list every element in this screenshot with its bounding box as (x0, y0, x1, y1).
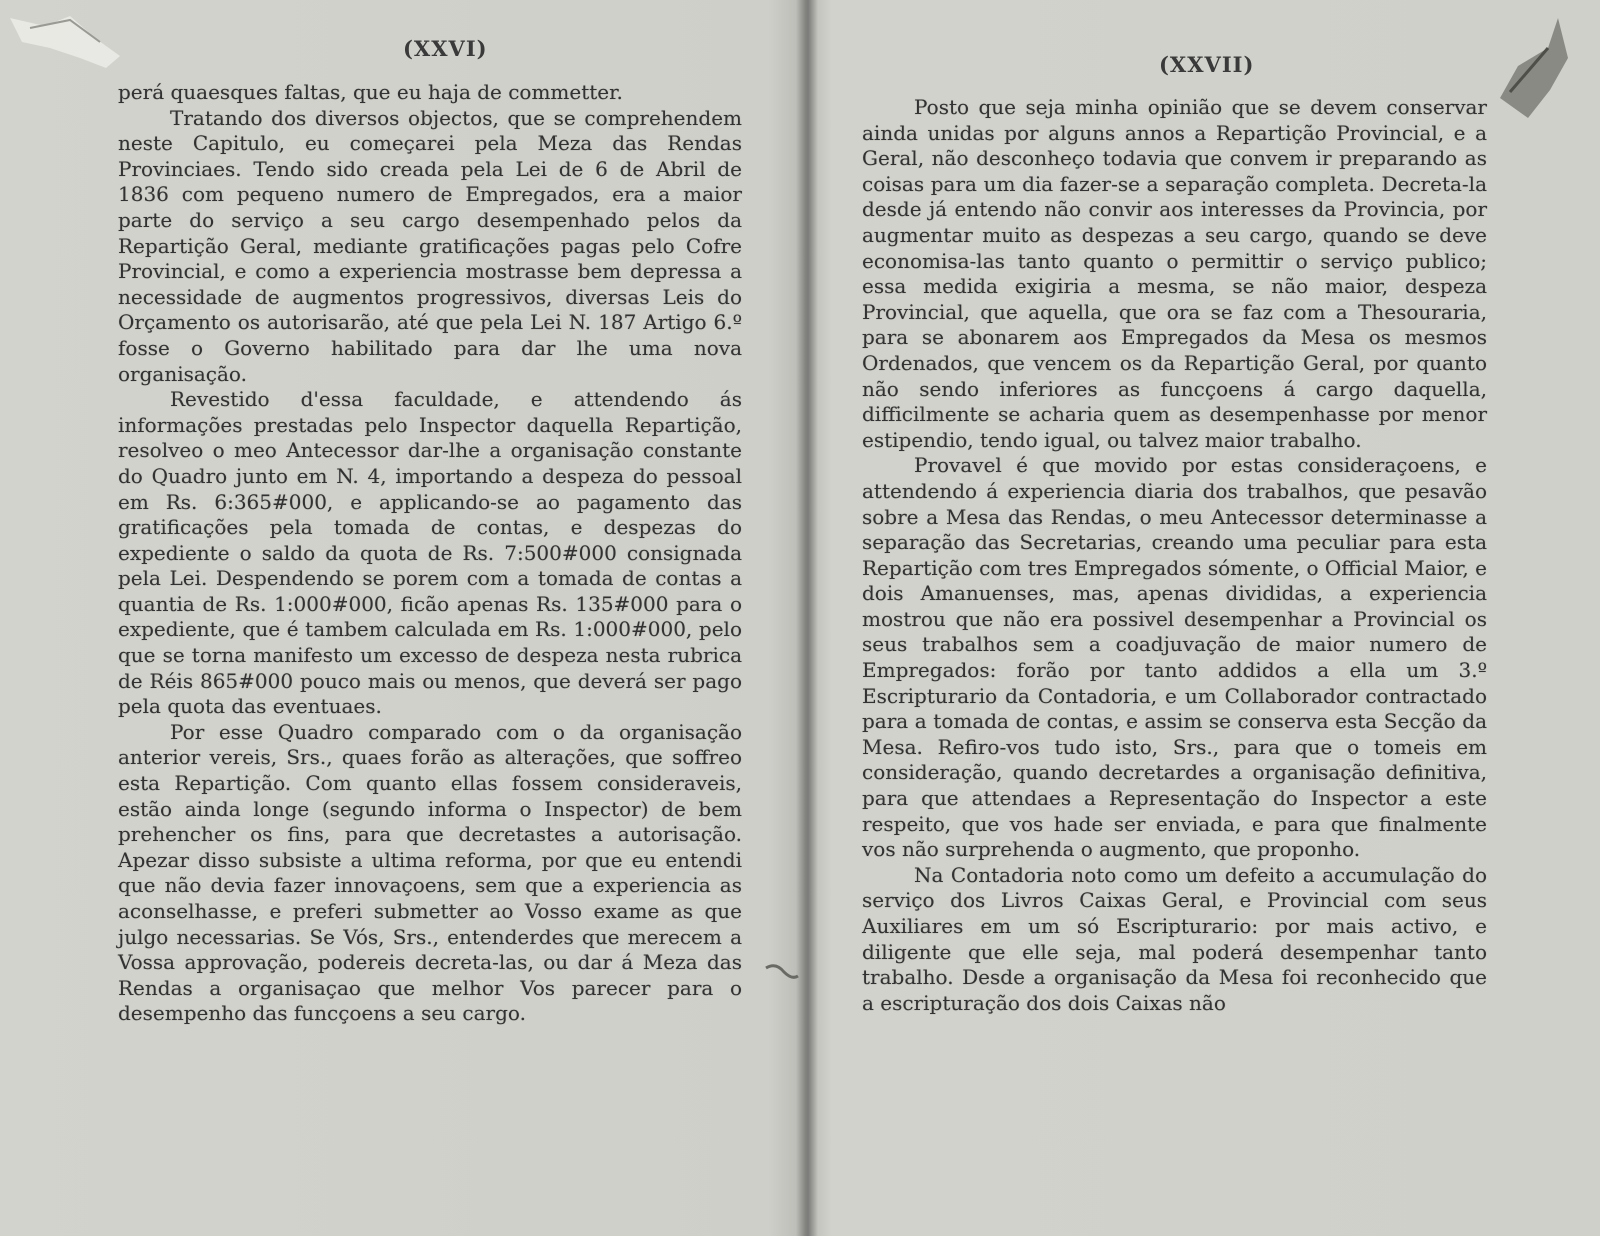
ink-blot (762, 958, 802, 988)
paragraph-right-2: Provavel é que movido por estas consideraçoens, e attendendo á experiencia diaria dos trabalhos, que pesavão sobre a Mesa das Rendas, o meu Antecessor determinasse a separação das Secretarias, creando uma peculiar para esta Repartição com tres Empregados sómente, o Official Maior, e dois Amanuenses, mas, apenas divididas, a experiencia mostrou que não era possivel desempenhar a Provincial os seus trabalhos sem a coadjuvação de maior numero de Empregados: forão por tanto addidos a ella um 3.º Escripturario da Contadoria, e um Collaborador contractado para a tomada de contas, e assim se conserva esta Secção da Mesa. Refiro-vos tudo isto, Srs., para que o tomeis em consideração, quando decretardes a organisação definitiva, para que attendaes a Representação do Inspector a este respeito, que vos hade ser enviada, e para que finalmente vos não surprehenda o augmento, que proponho. (862, 453, 1487, 862)
page-number-left: (XXVI) (403, 36, 488, 61)
paragraph-right-1: Posto que seja minha opinião que se devem conservar ainda unidas por alguns annos a Repartição Provincial, e a Geral, não desconheço todavia que convem ir preparando as coisas para um dia fazer-se a separação completa. Decreta-la desde já entendo não convir aos interesses da Provincia, por augmentar muito as despezas a seu cargo, quando se deve economisa-las tanto quanto o permittir o serviço publico; essa medida exigiria a mesma, se não maior, despeza Provincial, que aquella, que ora se faz com a Thesouraria, para se abonarem aos Empregados da Mesa os mesmos Ordenados, que vencem os da Repartição Geral, por quanto não sendo inferiores as funcçoens á cargo daquella, difficilmente se acharia quem as desempenhasse por menor estipendio, tendo igual, ou talvez maior trabalho. (862, 95, 1487, 452)
paragraph-left-1: perá quaesques faltas, que eu haja de commetter. (118, 80, 623, 104)
paragraph-right-3: Na Contadoria noto como um defeito a accumulação do serviço dos Livros Caixas Geral, e Provincial com seus Auxiliares em um só Escripturario: por mais activo, e diligente que elle seja, mal poderá desempenhar tanto trabalho. Desde a organisação da Mesa foi reconhecido que a escripturação dos dois Caixas não (862, 862, 1487, 1015)
left-page-body (118, 80, 742, 1027)
paragraph-left-3: Revestido d'essa faculdade, e attendendo ás informações prestadas pelo Inspector daquella Repartição, resolveo o meo Antecessor dar-lhe a organisação constante do Quadro junto em N. 4, importando a despeza do pessoal em Rs. 6:365#000, e applicando-se ao pagamento das gratificações pela tomada de contas, e despezas do expediente o saldo da quota de Rs. 7:500#000 consignada pela Lei. Despendendo se porem com a tomada de contas a quantia de Rs. 1:000#000, ficão apenas Rs. 135#000 para o expediente, que é tambem calculada em Rs. 1:000#000, pelo que se torna manifesto um excesso de despeza nesta rubrica de Réis 865#000 pouco mais ou menos, que deverá ser pago pela quota das eventuaes. (118, 387, 742, 719)
page-number-right: (XXVII) (1159, 52, 1255, 77)
paragraph-left-4: Por esse Quadro comparado com o da organisação anterior vereis, Srs., quaes forão as alterações, que soffreo esta Repartição. Com quanto ellas fossem consideraveis, estão ainda longe (segundo informa o Inspector) de bem prehencher os fins, para que decretastes a autorisação. Apezar disso subsiste a ultima reforma, por que eu entendi que não devia fazer innovaçoens, sem que a experiencia as aconselhasse, e preferi submetter ao Vosso exame as que julgo necessarias. Se Vós, Srs., entenderdes que merecem a Vossa approvação, podereis decreta-las, ou dar á Meza das Rendas a organisaçao que melhor Vos parecer para o desempenho das funcçoens a seu cargo. (118, 719, 742, 1026)
right-page-body (862, 95, 1487, 1016)
paragraph-left-2: Tratando dos diversos objectos, que se comprehendem neste Capitulo, eu começarei pela Meza das Rendas Provinciaes. Tendo sido creada pela Lei de 6 de Abril de 1836 com pequeno numero de Empregados, era a maior parte do serviço a seu cargo desempenhado pelos da Repartição Geral, mediante gratificações pagas pelo Cofre Provincial, e como a experiencia mostrasse bem depressa a necessidade de augmentos progressivos, diversas Leis do Orçamento os autorisarão, até que pela Lei N. 187 Artigo 6.º fosse o Governo habilitado para dar lhe uma nova organisação. (118, 105, 742, 386)
right-page (818, 0, 1600, 1236)
book-gutter (796, 0, 818, 1236)
